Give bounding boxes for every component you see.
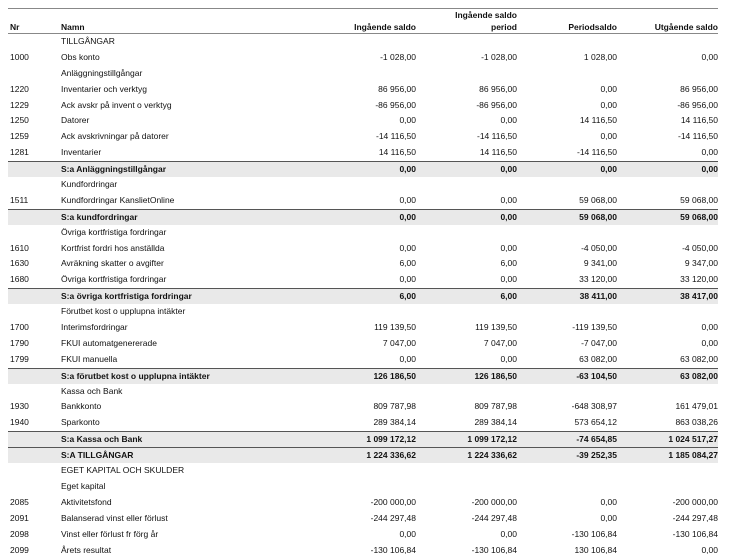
ingaende-saldo-period-value: 0,00 bbox=[500, 242, 517, 253]
ingaende-saldo-value: -244 297,48 bbox=[370, 512, 416, 523]
account-name: Eget kapital bbox=[61, 480, 106, 491]
account-row bbox=[8, 415, 718, 431]
ingaende-saldo-value: 1 099 172,12 bbox=[366, 434, 416, 445]
header-namn: Namn bbox=[61, 22, 85, 32]
periodsaldo-value: 59 068,00 bbox=[579, 194, 617, 205]
account-row bbox=[8, 241, 718, 257]
utgaende-saldo-value: 0,00 bbox=[701, 164, 718, 175]
ingaende-saldo-period-value: 14 116,50 bbox=[479, 147, 517, 158]
ingaende-saldo-value: 126 186,50 bbox=[373, 370, 416, 381]
account-number: 1511 bbox=[10, 194, 29, 205]
account-row bbox=[8, 320, 718, 336]
utgaende-saldo-value: 59 068,00 bbox=[680, 194, 718, 205]
ingaende-saldo-period-value: 0,00 bbox=[500, 353, 517, 364]
ingaende-saldo-period-value: 6,00 bbox=[500, 258, 517, 269]
group-heading-row bbox=[8, 304, 718, 320]
account-row bbox=[8, 272, 718, 288]
group-heading-row bbox=[8, 463, 718, 479]
account-name: Kortfrist fordri hos anställda bbox=[61, 242, 165, 253]
account-row bbox=[8, 113, 718, 129]
periodsaldo-value: -14 116,50 bbox=[576, 147, 617, 158]
ingaende-saldo-period-value: -200 000,00 bbox=[471, 496, 517, 507]
ingaende-saldo-period-value: 809 787,98 bbox=[474, 401, 517, 412]
ingaende-saldo-period-value: -14 116,50 bbox=[476, 131, 517, 142]
ingaende-saldo-value: -130 106,84 bbox=[370, 544, 416, 555]
ingaende-saldo-value: 0,00 bbox=[399, 164, 416, 175]
account-name: Obs konto bbox=[61, 51, 100, 62]
periodsaldo-value: -39 252,35 bbox=[576, 450, 617, 461]
utgaende-saldo-value: 1 024 517,27 bbox=[668, 434, 718, 445]
account-name: Anläggningstillgångar bbox=[61, 67, 143, 78]
ingaende-saldo-value: 0,00 bbox=[399, 528, 416, 539]
account-name: Sparkonto bbox=[61, 417, 100, 428]
ingaende-saldo-period-value: 86 956,00 bbox=[479, 83, 517, 94]
utgaende-saldo-value: 14 116,50 bbox=[680, 115, 718, 126]
account-row bbox=[8, 98, 718, 114]
group-heading-row bbox=[8, 66, 718, 82]
periodsaldo-value: 33 120,00 bbox=[579, 274, 617, 285]
sum-row bbox=[8, 209, 718, 225]
header-utgaende-saldo: Utgående saldo bbox=[654, 22, 718, 32]
utgaende-saldo-value: 63 082,00 bbox=[680, 353, 718, 364]
account-name: S:a Anläggningstillgångar bbox=[61, 164, 166, 175]
periodsaldo-value: -7 047,00 bbox=[581, 337, 617, 348]
account-number: 1940 bbox=[10, 417, 29, 428]
header-ingaende-saldo-period: Ingående saldo period bbox=[455, 10, 517, 32]
periodsaldo-value: 1 028,00 bbox=[583, 51, 617, 62]
periodsaldo-value: 130 106,84 bbox=[574, 544, 617, 555]
account-number: 1281 bbox=[10, 147, 29, 158]
periodsaldo-value: 63 082,00 bbox=[579, 353, 617, 364]
account-name: Interimsfordringar bbox=[61, 322, 128, 333]
account-name: S:a övriga kortfristiga fordringar bbox=[61, 291, 192, 302]
ingaende-saldo-period-value: 0,00 bbox=[500, 528, 517, 539]
account-number: 2091 bbox=[10, 512, 29, 523]
periodsaldo-value: 14 116,50 bbox=[579, 115, 617, 126]
account-row bbox=[8, 527, 718, 543]
ingaende-saldo-value: -1 028,00 bbox=[380, 51, 416, 62]
account-number: 1680 bbox=[10, 274, 29, 285]
header-nr: Nr bbox=[10, 22, 20, 32]
account-row bbox=[8, 193, 718, 209]
ingaende-saldo-period-value: -244 297,48 bbox=[471, 512, 517, 523]
ingaende-saldo-period-value: 0,00 bbox=[500, 194, 517, 205]
ingaende-saldo-period-value: -130 106,84 bbox=[471, 544, 517, 555]
header-periodsaldo: Periodsaldo bbox=[568, 22, 617, 32]
account-name: Kassa och Bank bbox=[61, 385, 123, 396]
account-number: 2098 bbox=[10, 528, 29, 539]
account-name: Datorer bbox=[61, 115, 90, 126]
utgaende-saldo-value: 0,00 bbox=[701, 51, 718, 62]
account-name: S:a Kassa och Bank bbox=[61, 434, 143, 445]
sum-row bbox=[8, 161, 718, 177]
ingaende-saldo-value: 0,00 bbox=[399, 115, 416, 126]
utgaende-saldo-value: 86 956,00 bbox=[680, 83, 718, 94]
periodsaldo-value: 0,00 bbox=[600, 83, 617, 94]
ingaende-saldo-value: 6,00 bbox=[399, 291, 416, 302]
account-row bbox=[8, 511, 718, 527]
account-name: EGET KAPITAL OCH SKULDER bbox=[61, 465, 185, 476]
ingaende-saldo-value: 0,00 bbox=[399, 211, 416, 222]
group-heading-row bbox=[8, 479, 718, 495]
utgaende-saldo-value: 33 120,00 bbox=[680, 274, 718, 285]
group-heading-row bbox=[8, 384, 718, 400]
account-name: Kundfordringar KanslietOnline bbox=[61, 194, 175, 205]
utgaende-saldo-value: 63 082,00 bbox=[680, 370, 718, 381]
account-number: 2099 bbox=[10, 544, 29, 555]
account-name: FKUI automatgenererade bbox=[61, 337, 157, 348]
periodsaldo-value: -63 104,50 bbox=[576, 370, 617, 381]
account-name: Vinst eller förlust fr förg år bbox=[61, 528, 159, 539]
periodsaldo-value: -4 050,00 bbox=[581, 242, 617, 253]
account-name: S:A TILLGÅNGAR bbox=[61, 450, 134, 461]
utgaende-saldo-value: 38 417,00 bbox=[680, 291, 718, 302]
sum-row bbox=[8, 288, 718, 304]
account-number: 1930 bbox=[10, 401, 29, 412]
ingaende-saldo-value: 0,00 bbox=[399, 274, 416, 285]
ingaende-saldo-value: 7 047,00 bbox=[382, 337, 416, 348]
sum-row bbox=[8, 447, 718, 463]
account-name: Balanserad vinst eller förlust bbox=[61, 512, 168, 523]
account-name: Aktivitetsfond bbox=[61, 496, 112, 507]
account-number: 1229 bbox=[10, 99, 29, 110]
sum-row bbox=[8, 431, 718, 447]
account-row bbox=[8, 352, 718, 368]
account-number: 1630 bbox=[10, 258, 29, 269]
periodsaldo-value: 9 341,00 bbox=[583, 258, 617, 269]
ingaende-saldo-period-value: 6,00 bbox=[500, 291, 517, 302]
ingaende-saldo-period-value: -1 028,00 bbox=[481, 51, 517, 62]
utgaende-saldo-value: -200 000,00 bbox=[672, 496, 718, 507]
utgaende-saldo-value: 863 038,26 bbox=[675, 417, 718, 428]
utgaende-saldo-value: 0,00 bbox=[701, 322, 718, 333]
periodsaldo-value: 59 068,00 bbox=[579, 211, 617, 222]
periodsaldo-value: 0,00 bbox=[600, 164, 617, 175]
account-name: Kundfordringar bbox=[61, 179, 118, 190]
periodsaldo-value: -130 106,84 bbox=[571, 528, 617, 539]
ingaende-saldo-period-value: 7 047,00 bbox=[483, 337, 517, 348]
utgaende-saldo-value: 0,00 bbox=[701, 337, 718, 348]
ingaende-saldo-value: 119 139,50 bbox=[374, 322, 416, 333]
ingaende-saldo-period-value: 1 099 172,12 bbox=[467, 434, 517, 445]
account-name: Förutbet kost o upplupna intäkter bbox=[61, 306, 186, 317]
ingaende-saldo-period-value: -86 956,00 bbox=[476, 99, 517, 110]
ingaende-saldo-period-value: 119 139,50 bbox=[475, 322, 517, 333]
ingaende-saldo-value: 0,00 bbox=[399, 194, 416, 205]
periodsaldo-value: 38 411,00 bbox=[579, 291, 617, 302]
account-name: Ack avskrivningar på datorer bbox=[61, 131, 169, 142]
account-name: FKUI manuella bbox=[61, 353, 118, 364]
top-rule bbox=[8, 8, 718, 9]
ingaende-saldo-value: 0,00 bbox=[399, 353, 416, 364]
account-name: Övriga kortfristiga fordringar bbox=[61, 226, 167, 237]
ingaende-saldo-value: 14 116,50 bbox=[378, 147, 416, 158]
account-number: 1610 bbox=[10, 242, 29, 253]
periodsaldo-value: -648 308,97 bbox=[571, 401, 617, 412]
utgaende-saldo-value: 59 068,00 bbox=[680, 211, 718, 222]
ingaende-saldo-value: -14 116,50 bbox=[375, 131, 416, 142]
account-row bbox=[8, 50, 718, 66]
utgaende-saldo-value: 9 347,00 bbox=[684, 258, 718, 269]
account-name: Bankkonto bbox=[61, 401, 102, 412]
utgaende-saldo-value: -86 956,00 bbox=[677, 99, 718, 110]
periodsaldo-value: 573 654,12 bbox=[574, 417, 617, 428]
account-number: 1799 bbox=[10, 353, 29, 364]
account-name: Ack avskr på invent o verktyg bbox=[61, 99, 172, 110]
utgaende-saldo-value: 0,00 bbox=[701, 544, 718, 555]
utgaende-saldo-value: -244 297,48 bbox=[672, 512, 718, 523]
periodsaldo-value: -74 654,85 bbox=[576, 434, 617, 445]
account-name: Övriga kortfristiga fordringar bbox=[61, 274, 167, 285]
ingaende-saldo-value: 809 787,98 bbox=[373, 401, 416, 412]
account-name: Inventarier bbox=[61, 147, 102, 158]
utgaende-saldo-value: -14 116,50 bbox=[677, 131, 718, 142]
group-heading-row bbox=[8, 225, 718, 241]
sum-row bbox=[8, 368, 718, 384]
account-row bbox=[8, 399, 718, 415]
utgaende-saldo-value: 1 185 084,27 bbox=[668, 450, 718, 461]
periodsaldo-value: 0,00 bbox=[600, 496, 617, 507]
account-number: 1259 bbox=[10, 131, 29, 142]
account-number: 1220 bbox=[10, 83, 29, 94]
ingaende-saldo-period-value: 126 186,50 bbox=[474, 370, 517, 381]
group-heading-row bbox=[8, 177, 718, 193]
account-number: 2085 bbox=[10, 496, 29, 507]
account-row bbox=[8, 129, 718, 145]
account-row bbox=[8, 256, 718, 272]
ingaende-saldo-period-value: 0,00 bbox=[500, 211, 517, 222]
ingaende-saldo-period-value: 0,00 bbox=[500, 115, 517, 126]
account-row bbox=[8, 82, 718, 98]
account-name: Avräkning skatter o avgifter bbox=[61, 258, 164, 269]
ingaende-saldo-value: -86 956,00 bbox=[375, 99, 416, 110]
account-row bbox=[8, 145, 718, 161]
ingaende-saldo-value: 6,00 bbox=[399, 258, 416, 269]
header-ingaende-saldo: Ingående saldo bbox=[354, 22, 416, 32]
report-rows bbox=[8, 34, 718, 558]
ingaende-saldo-value: 289 384,14 bbox=[373, 417, 416, 428]
ingaende-saldo-period-value: 0,00 bbox=[500, 274, 517, 285]
ingaende-saldo-period-value: 0,00 bbox=[500, 164, 517, 175]
account-name: S:a förutbet kost o upplupna intäkter bbox=[61, 370, 210, 381]
account-number: 1250 bbox=[10, 115, 29, 126]
account-row bbox=[8, 543, 718, 559]
ingaende-saldo-value: 0,00 bbox=[399, 242, 416, 253]
ingaende-saldo-period-value: 1 224 336,62 bbox=[467, 450, 517, 461]
utgaende-saldo-value: -130 106,84 bbox=[672, 528, 718, 539]
account-number: 1000 bbox=[10, 51, 29, 62]
account-number: 1700 bbox=[10, 322, 29, 333]
account-number: 1790 bbox=[10, 337, 29, 348]
ingaende-saldo-value: -200 000,00 bbox=[370, 496, 416, 507]
ingaende-saldo-value: 1 224 336,62 bbox=[366, 450, 416, 461]
account-row bbox=[8, 336, 718, 352]
account-name: S:a kundfordringar bbox=[61, 211, 138, 222]
account-row bbox=[8, 495, 718, 511]
periodsaldo-value: 0,00 bbox=[600, 131, 617, 142]
periodsaldo-value: 0,00 bbox=[600, 512, 617, 523]
periodsaldo-value: 0,00 bbox=[600, 99, 617, 110]
utgaende-saldo-value: 0,00 bbox=[701, 147, 718, 158]
group-heading-row bbox=[8, 34, 718, 50]
utgaende-saldo-value: 161 479,01 bbox=[675, 401, 718, 412]
account-name: TILLGÅNGAR bbox=[61, 36, 115, 46]
ingaende-saldo-period-value: 289 384,14 bbox=[474, 417, 517, 428]
utgaende-saldo-value: -4 050,00 bbox=[682, 242, 718, 253]
account-name: Årets resultat bbox=[61, 544, 112, 555]
ingaende-saldo-value: 86 956,00 bbox=[378, 83, 416, 94]
account-name: Inventarier och verktyg bbox=[61, 83, 147, 94]
periodsaldo-value: -119 139,50 bbox=[572, 322, 617, 333]
